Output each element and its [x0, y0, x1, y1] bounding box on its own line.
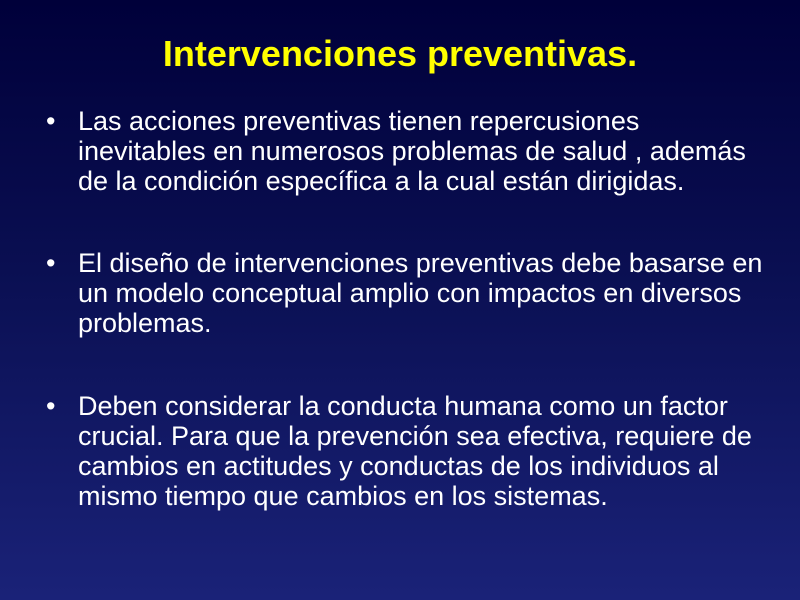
bullet-item: [46, 391, 766, 511]
bullet-icon: •: [46, 106, 56, 136]
bullet-icon: •: [46, 248, 56, 278]
bullet-text: Las acciones preventivas tienen repercusiones inevitables en numerosos problemas de salud , además de la condición específica a la cual están dirigidas.: [78, 106, 746, 196]
bullet-icon: •: [46, 391, 56, 421]
bullet-item: [46, 248, 766, 338]
bullet-text: El diseño de intervenciones preventivas debe basarse en un modelo conceptual amplio con impactos en diversos problemas.: [78, 248, 763, 338]
bullet-item: [46, 106, 766, 196]
bullet-list: [46, 106, 766, 511]
slide-title: Intervenciones preventivas.: [162, 33, 638, 74]
bullet-text: Deben considerar la conducta humana como un factor crucial. Para que la prevención sea efectiva, requiere de cambios en actitudes y conductas de los individuos al mismo tiempo que cambios en los sistemas.: [78, 391, 752, 511]
